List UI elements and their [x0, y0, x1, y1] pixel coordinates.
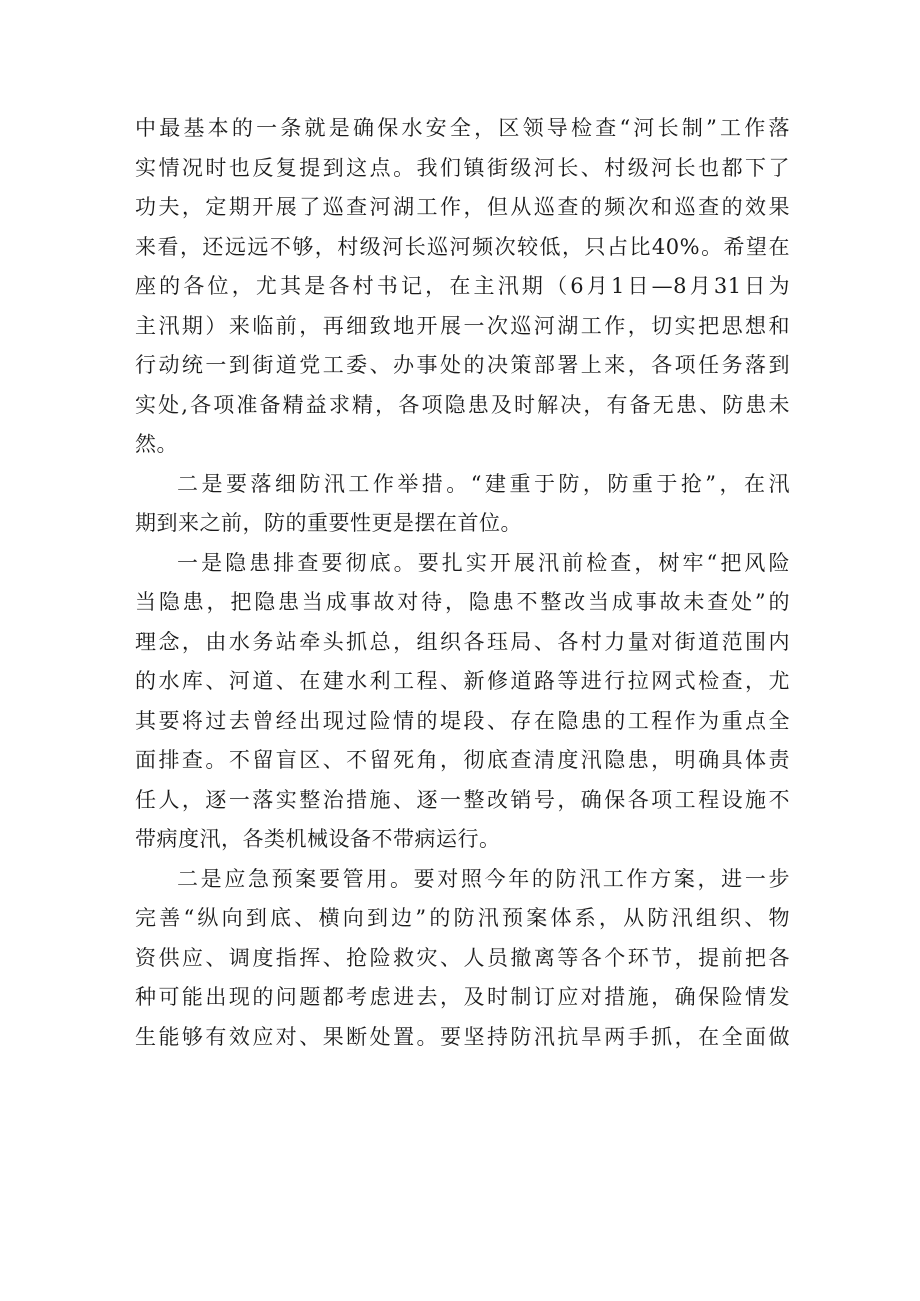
text-line: 种可能出现的问题都考虑进去，及时制订应对措施，确保险情发	[135, 985, 790, 1009]
paragraph-4	[135, 860, 790, 1058]
paragraph-2	[135, 465, 790, 544]
text-line: 中最基本的一条就是确保水安全，区领导检查“河长制”工作落	[135, 116, 790, 140]
paragraph-1	[135, 109, 790, 465]
text-line: 座的各位，尤其是各村书记，在主汛期（6月1日—8月31日为	[135, 274, 790, 298]
text-line: 然。	[135, 432, 178, 456]
text-line: 资供应、调度指挥、抢险救灾、人员撤离等各个环节，提前把各	[135, 945, 790, 970]
text-line: 二是应急预案要管用。要对照今年的防汛工作方案，进一步	[177, 866, 790, 891]
text-line: 完善“纵向到底、横向到边”的防汛预案体系，从防汛组织、物	[135, 906, 790, 930]
text-line: 行动统一到街道党工委、办事处的决策部署上来，各项任务落到	[135, 353, 790, 377]
text-line: 的水库、河道、在建水利工程、新修道路等进行拉网式检查，尤	[135, 669, 790, 693]
text-line: 二是要落细防汛工作举措。“建重于防，防重于抢”，在汛	[177, 471, 790, 496]
text-line: 来看，还远远不够，村级河长巡河频次较低，只占比40%。希望在	[135, 234, 790, 259]
text-line: 实处,各项准备精益求精，各项隐患及时解决，有备无患、防患未	[135, 392, 790, 417]
text-line: 带病度汛，各类机械设备不带病运行。	[135, 827, 501, 851]
text-line: 其要将过去曾经出现过险情的堤段、存在隐患的工程作为重点全	[135, 708, 790, 733]
text-line: 当隐患，把隐患当成事故对待，隐患不整改当成事故未查处”的	[135, 590, 790, 614]
text-line: 任人，逐一落实整治措施、逐一整改销号，确保各项工程设施不	[135, 787, 790, 812]
text-line: 面排查。不留盲区、不留死角，彻底查清度汛隐患，明确具体责	[135, 748, 790, 772]
document-page	[135, 109, 790, 1057]
text-line: 实情况时也反复提到这点。我们镇街级河长、村级河长也都下了	[135, 155, 790, 180]
text-line: 生能够有效应对、果断处置。要坚持防汛抗旱两手抓，在全面做	[135, 1024, 790, 1049]
text-line: 主汛期）来临前，再细致地开展一次巡河湖工作，切实把思想和	[135, 313, 790, 338]
text-line: 理念，由水务站牵头抓总，组织各珏局、各村力量对街道范围内	[135, 629, 790, 654]
text-line: 一是隐患排查要彻底。要扎实开展汛前检查，树牢“把风险	[177, 550, 790, 575]
text-line: 功夫，定期开展了巡查河湖工作，但从巡查的频次和巡查的效果	[135, 195, 790, 219]
paragraph-3	[135, 544, 790, 860]
text-line: 期到来之前，防的重要性更是摆在首位。	[135, 511, 522, 535]
